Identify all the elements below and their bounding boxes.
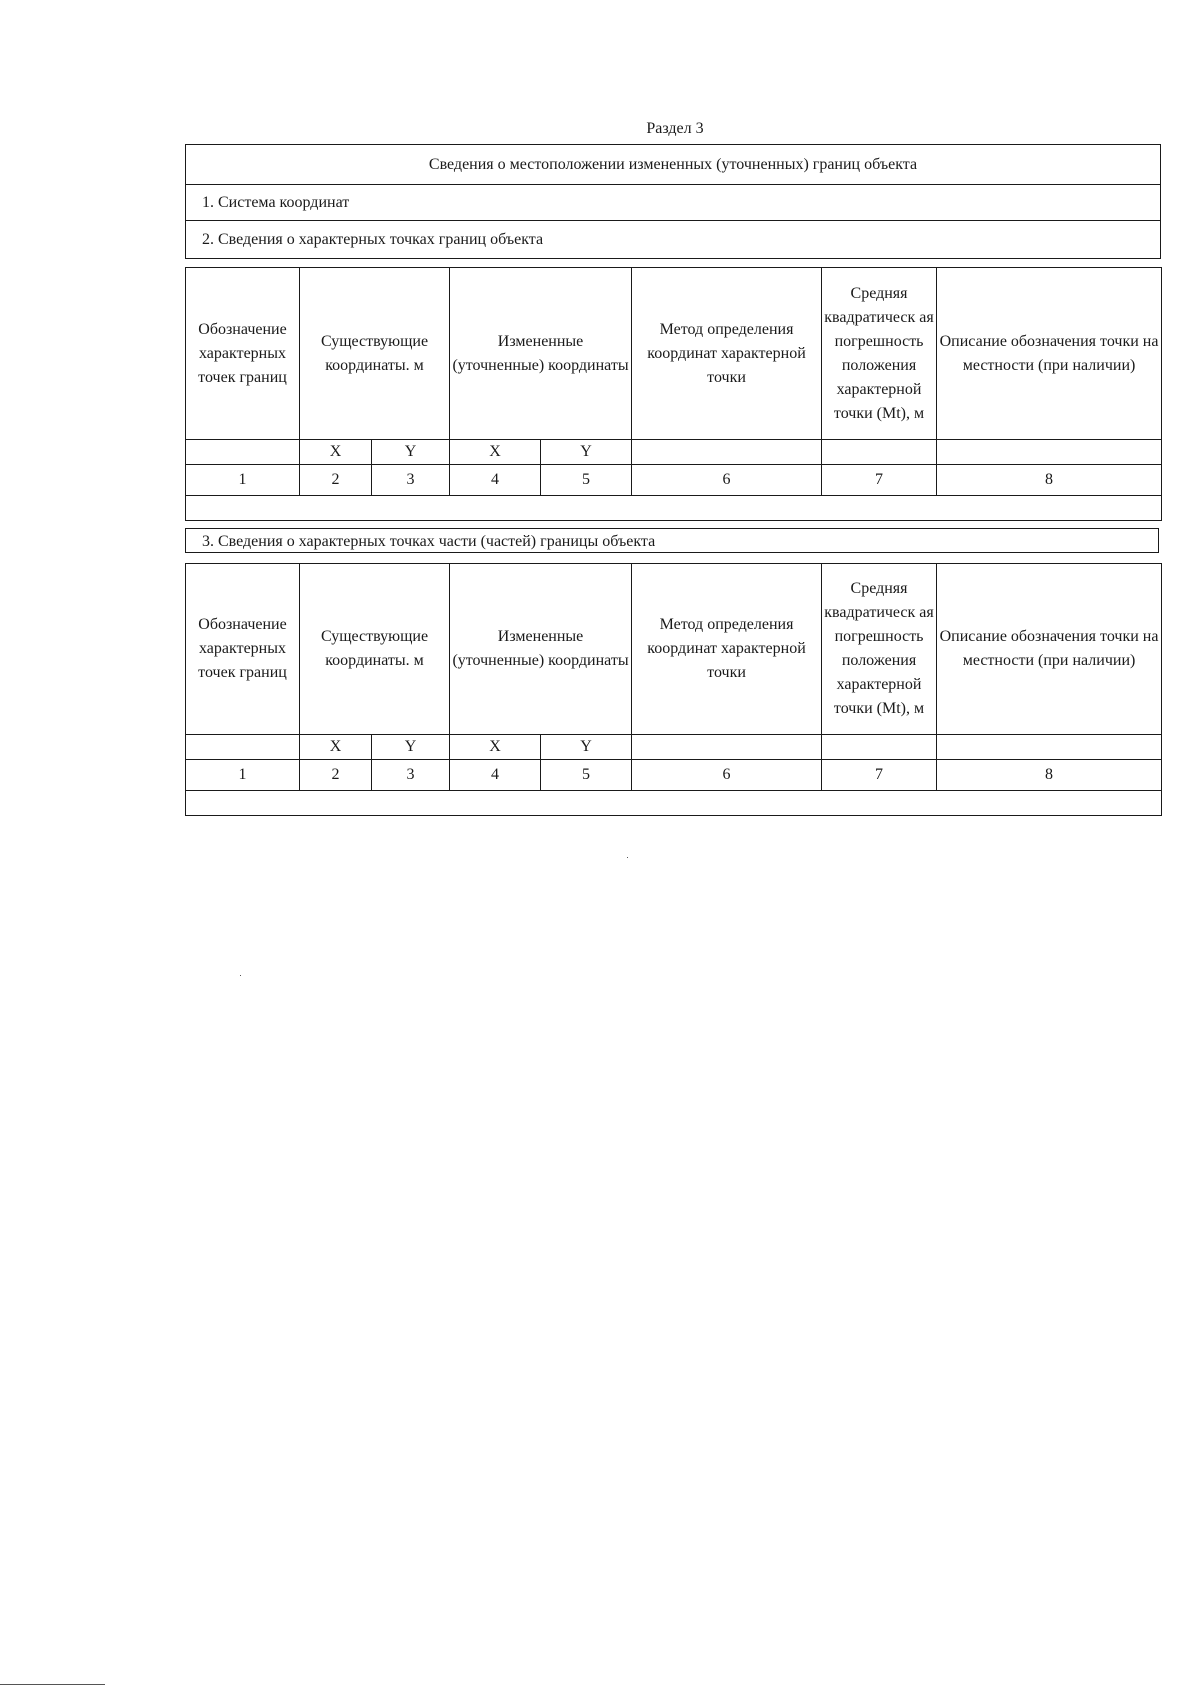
xy-cell bbox=[632, 440, 822, 465]
col-existing-coordinates: Существующие координаты. м bbox=[300, 268, 450, 440]
coordinate-system-label: 1. Система координат bbox=[186, 185, 1161, 221]
xy-cell bbox=[937, 440, 1162, 465]
column-number: 5 bbox=[541, 760, 632, 791]
col-description: Описание обозначения точки на местности (при наличии) bbox=[937, 268, 1162, 440]
x-header: X bbox=[450, 440, 541, 465]
col-description: Описание обозначения точки на местности (при наличии) bbox=[937, 564, 1162, 735]
y-header: Y bbox=[541, 735, 632, 760]
xy-cell bbox=[822, 440, 937, 465]
info-table bbox=[185, 144, 1161, 259]
column-number: 8 bbox=[937, 760, 1162, 791]
column-number: 7 bbox=[822, 465, 937, 496]
xy-cell bbox=[632, 735, 822, 760]
part-boundary-points-table bbox=[185, 563, 1162, 816]
y-header: Y bbox=[541, 440, 632, 465]
col-method: Метод определения координат характерной точки bbox=[632, 564, 822, 735]
x-header: X bbox=[300, 735, 372, 760]
y-header: Y bbox=[372, 735, 450, 760]
col-point-designation: Обозначение характерных точек границ bbox=[186, 564, 300, 735]
xy-cell bbox=[822, 735, 937, 760]
part-boundary-points-label: 3. Сведения о характерных точках части (частей) границы объекта bbox=[185, 528, 1159, 553]
column-number: 6 bbox=[632, 465, 822, 496]
scan-edge-line bbox=[0, 1684, 105, 1685]
scan-speck bbox=[240, 975, 241, 976]
column-number: 1 bbox=[186, 465, 300, 496]
column-number: 8 bbox=[937, 465, 1162, 496]
column-number: 1 bbox=[186, 760, 300, 791]
section-title: Раздел 3 bbox=[646, 120, 704, 137]
y-header: Y bbox=[372, 440, 450, 465]
column-number: 5 bbox=[541, 465, 632, 496]
info-title: Сведения о местоположении измененных (уточненных) границ объекта bbox=[186, 145, 1161, 185]
empty-row bbox=[186, 791, 1162, 816]
boundary-points-table bbox=[185, 267, 1162, 521]
xy-cell bbox=[186, 735, 300, 760]
col-point-designation: Обозначение характерных точек границ bbox=[186, 268, 300, 440]
col-mean-square-error: Средняя квадратическ ая погрешность положения характерной точки (Mt), м bbox=[822, 268, 937, 440]
column-number: 7 bbox=[822, 760, 937, 791]
scan-speck bbox=[627, 857, 628, 858]
col-mean-square-error: Средняя квадратическ ая погрешность положения характерной точки (Mt), м bbox=[822, 564, 937, 735]
column-number: 4 bbox=[450, 465, 541, 496]
column-number: 2 bbox=[300, 760, 372, 791]
column-number: 3 bbox=[372, 760, 450, 791]
col-existing-coordinates: Существующие координаты. м bbox=[300, 564, 450, 735]
xy-cell bbox=[186, 440, 300, 465]
col-method: Метод определения координат характерной точки bbox=[632, 268, 822, 440]
empty-row bbox=[186, 496, 1162, 521]
column-number: 4 bbox=[450, 760, 541, 791]
column-number: 3 bbox=[372, 465, 450, 496]
col-changed-coordinates: Измененные (уточненные) координаты bbox=[450, 564, 632, 735]
xy-cell bbox=[937, 735, 1162, 760]
column-number: 2 bbox=[300, 465, 372, 496]
x-header: X bbox=[300, 440, 372, 465]
boundary-points-label: 2. Сведения о характерных точках границ объекта bbox=[186, 221, 1161, 259]
col-changed-coordinates: Измененные (уточненные) координаты bbox=[450, 268, 632, 440]
column-number: 6 bbox=[632, 760, 822, 791]
x-header: X bbox=[450, 735, 541, 760]
